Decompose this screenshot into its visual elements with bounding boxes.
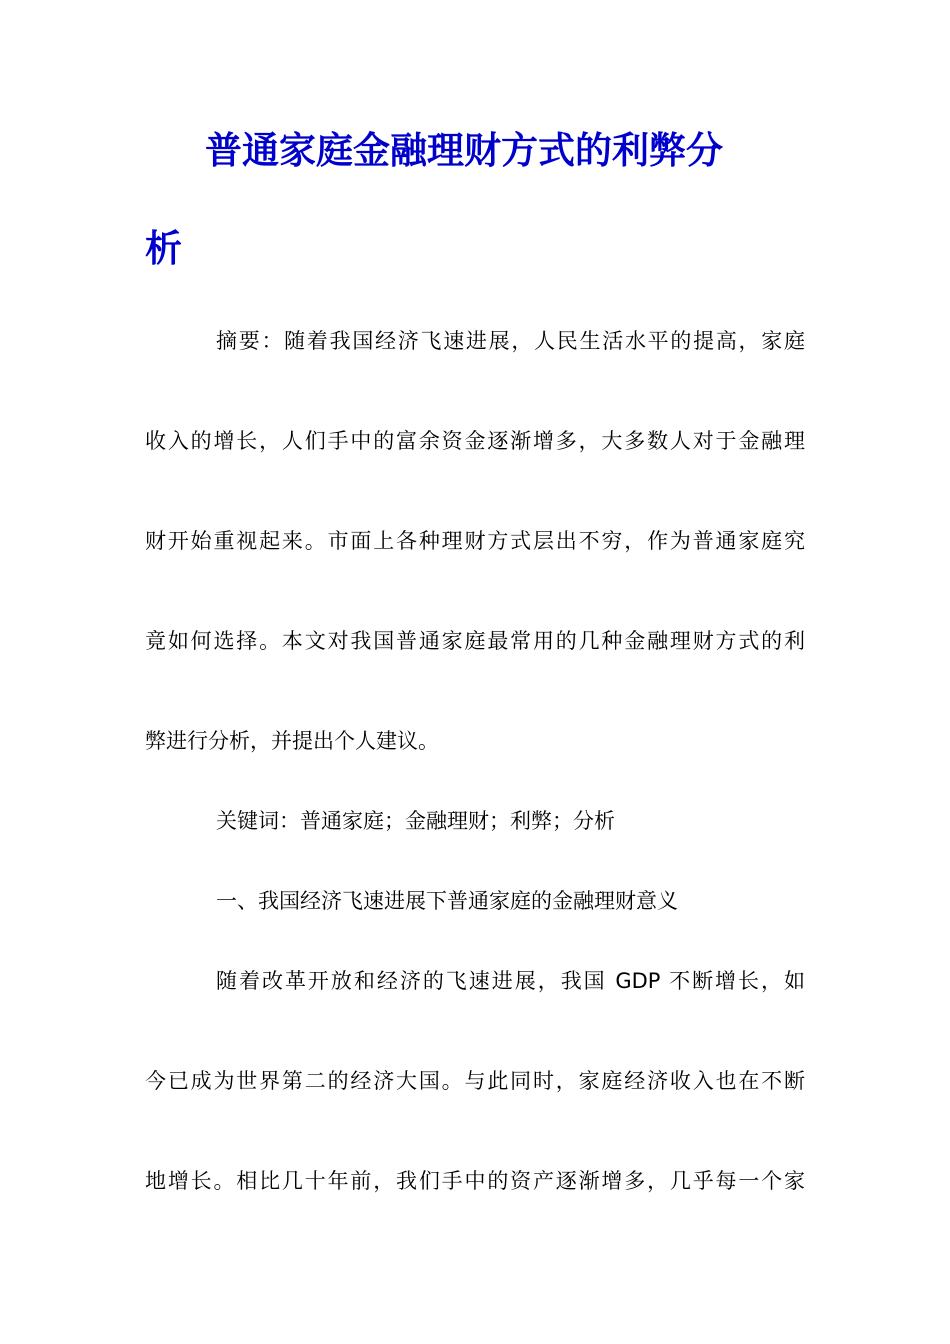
body-line-2: 今已成为世界第二的经济大国。与此同时，家庭经济收入也在不断 bbox=[145, 1069, 805, 1093]
abstract-line-5: 弊进行分析，并提出个人建议。 bbox=[145, 729, 439, 753]
abstract-line-3: 财开始重视起来。市面上各种理财方式层出不穷，作为普通家庭究 bbox=[145, 529, 805, 553]
section-heading: 一、我国经济飞速进展下普通家庭的金融理财意义 bbox=[216, 889, 678, 913]
keywords-line: 关键词：普通家庭；金融理财；利弊；分析 bbox=[216, 809, 615, 833]
body-line-1: 随着改革开放和经济的飞速进展，我国 GDP 不断增长，如 bbox=[216, 969, 805, 993]
document-title-line-2: 析 bbox=[145, 226, 182, 270]
abstract-line-2: 收入的增长，人们手中的富余资金逐渐增多，大多数人对于金融理 bbox=[145, 429, 805, 453]
document-title-line-1: 普通家庭金融理财方式的利弊分 bbox=[205, 128, 723, 172]
abstract-line-1: 摘要：随着我国经济飞速进展，人民生活水平的提高，家庭 bbox=[216, 329, 805, 353]
body-line-3: 地增长。相比几十年前，我们手中的资产逐渐增多，几乎每一个家 bbox=[145, 1169, 805, 1193]
abstract-line-4: 竟如何选择。本文对我国普通家庭最常用的几种金融理财方式的利 bbox=[145, 629, 805, 653]
